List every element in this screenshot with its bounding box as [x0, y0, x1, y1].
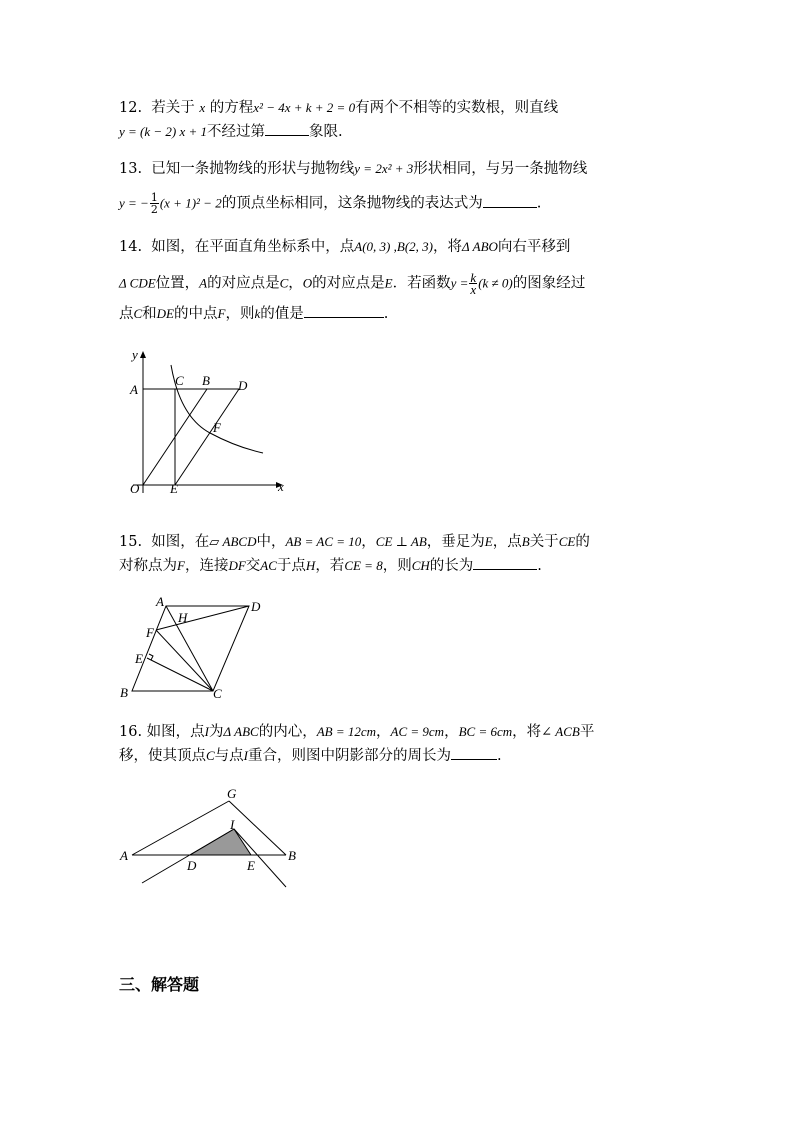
q14-var: k: [254, 306, 261, 321]
label-y: y: [132, 347, 138, 362]
label-A: A: [156, 594, 164, 609]
q14-text: ，将: [432, 239, 462, 255]
q14-text: .: [383, 306, 389, 322]
question-16-line2: [119, 745, 502, 766]
q14-text: 和: [142, 306, 157, 322]
q16-text: ，: [444, 724, 459, 740]
q13-equation: y = −: [119, 195, 149, 211]
question-13: [119, 159, 587, 179]
label-B: B: [202, 373, 210, 388]
fraction-numerator: 1: [150, 191, 158, 204]
q16-text: 移，使其顶点: [119, 748, 206, 764]
q14-text: 位置，: [155, 275, 200, 292]
q14-triangle: Δ ABO: [461, 239, 498, 254]
label-C: C: [175, 373, 184, 388]
label-A: A: [120, 848, 128, 863]
q13-equation: y = 2x² + 3: [354, 161, 414, 176]
segment-CE: [147, 658, 213, 691]
q15-var: B: [521, 534, 530, 549]
q14-text: 向右平移到: [497, 239, 571, 255]
question-12-line2: [119, 121, 343, 142]
q12-text: 若关于: [151, 100, 195, 116]
q13-text: 形状相同，与另一条抛物线: [413, 161, 588, 177]
q13-text: 已知一条抛物线的形状与抛物线: [151, 161, 355, 177]
label-G: G: [227, 786, 237, 801]
q15-text: ，则: [382, 558, 412, 574]
q14-var: DE: [156, 306, 175, 321]
question-14-line3: [119, 303, 388, 324]
q14-text: 的图象经过: [512, 275, 586, 292]
q16-condition: AB = 12cm: [316, 724, 377, 739]
q14-condition: (k ≠ 0): [478, 275, 513, 291]
q14-number: 14.: [119, 239, 143, 255]
label-E: E: [170, 481, 178, 496]
question-14-line2: [119, 272, 585, 295]
label-D: D: [238, 378, 248, 393]
answer-blank[interactable]: [473, 555, 537, 570]
q16-angle: ∠ ACB: [541, 724, 580, 739]
q15-var: DF: [228, 558, 246, 573]
question-14: [119, 237, 570, 257]
q12-text: 象限.: [309, 124, 343, 140]
label-E: E: [247, 858, 255, 873]
q16-var: I: [243, 748, 249, 763]
q13-text: .: [536, 195, 542, 212]
q14-var: C: [279, 275, 289, 291]
q12-line-equation: y = (k − 2) x + 1: [119, 124, 208, 139]
q15-condition: CE = 8: [344, 558, 383, 573]
q16-condition: BC = 6cm: [458, 724, 513, 739]
label-D: D: [187, 858, 197, 873]
answer-blank[interactable]: [451, 745, 497, 760]
q16-text: 平: [579, 724, 595, 740]
q15-text: 如图，在: [151, 534, 210, 550]
q14-text: ，则: [225, 306, 255, 322]
fraction-denominator: x: [470, 282, 477, 297]
label-F: F: [146, 625, 154, 640]
q14-var: A: [199, 275, 208, 291]
label-O: O: [130, 481, 140, 496]
q15-text: ，点: [492, 534, 522, 550]
q13-number: 13.: [119, 161, 143, 177]
q16-condition: AC = 9cm: [390, 724, 445, 739]
fraction: [469, 272, 477, 295]
q12-number: 12.: [119, 100, 143, 116]
q15-var: F: [177, 558, 185, 573]
q14-text: 点: [119, 306, 134, 322]
q15-text: .: [537, 558, 542, 574]
q15-condition: CE ⊥ AB: [375, 534, 427, 549]
q15-var: CH: [411, 558, 430, 573]
q14-text: 的中点: [174, 306, 218, 322]
fraction-denominator: 2: [150, 203, 158, 216]
q12-equation: x² − 4x + k + 2 = 0: [253, 100, 356, 115]
label-I: I: [230, 817, 235, 832]
q16-text: .: [497, 748, 502, 764]
segment-DF: [156, 606, 249, 630]
q14-function: y =: [450, 275, 469, 291]
label-H: H: [178, 610, 188, 625]
q15-text: 的长为: [429, 558, 474, 574]
label-C: C: [213, 686, 222, 701]
question-13-line2: [119, 192, 541, 215]
figure-15: [116, 594, 276, 704]
q15-text: 对称点为: [119, 558, 177, 574]
q15-text: 关于: [529, 534, 559, 550]
section-heading: 三、解答题: [119, 975, 200, 994]
label-B: B: [120, 685, 128, 700]
line-through-D: [142, 829, 234, 883]
q16-text: 与点: [214, 748, 244, 764]
q15-text: ，若: [315, 558, 345, 574]
q14-text: ．若函数: [392, 275, 451, 292]
q13-equation: (x + 1)² − 2: [159, 195, 222, 211]
shaded-triangle: [190, 829, 251, 855]
q14-text: 的对应点是: [312, 275, 385, 292]
label-A: A: [130, 382, 138, 397]
q13-text: 的顶点坐标相同，这条抛物线的表达式为: [221, 195, 483, 212]
q16-var: C: [206, 748, 215, 763]
label-F: F: [213, 420, 221, 435]
q16-text: 重合，则图中阴影部分的周长为: [248, 748, 452, 764]
q14-triangle: Δ CDE: [119, 275, 156, 291]
label-D: D: [251, 599, 261, 614]
q14-text: 的值是: [260, 306, 304, 322]
q15-text: 交: [245, 558, 261, 574]
q15-text: 中，: [256, 534, 286, 550]
label-E: E: [135, 651, 143, 666]
q16-text: 为: [209, 724, 224, 740]
q14-text: 如图，在平面直角坐标系中，点: [151, 239, 355, 255]
q15-var: CE: [558, 534, 576, 549]
q14-text: ，: [288, 275, 303, 292]
q14-points: A(0, 3) ,B(2, 3): [354, 239, 433, 254]
parallelogram-ABCD: [132, 606, 249, 691]
fraction-numerator: k: [470, 270, 477, 285]
answer-blank[interactable]: [483, 193, 537, 208]
q12-var: x: [199, 100, 206, 115]
q15-var: AC: [260, 558, 277, 573]
label-B: B: [288, 848, 296, 863]
question-15-line2: [119, 555, 542, 576]
q15-text: 于点: [276, 558, 306, 574]
q12-text: 不经过第: [207, 124, 266, 140]
q15-text: 的: [575, 534, 590, 550]
answer-blank[interactable]: [304, 303, 384, 318]
fraction: [150, 192, 159, 215]
q16-text: 如图，点: [146, 724, 205, 740]
figure-16: [116, 784, 316, 894]
q16-number: 16.: [119, 724, 143, 740]
q14-var: C: [133, 306, 143, 321]
q16-triangle: Δ ABC: [223, 724, 259, 739]
q16-var: I: [204, 724, 210, 739]
q15-text: ，连接: [184, 558, 229, 574]
question-12: [119, 98, 558, 118]
q15-condition: AB = AC = 10: [285, 534, 362, 549]
q15-var: H: [305, 558, 316, 573]
hyperbola-curve: [171, 365, 263, 453]
q16-text: ，将: [512, 724, 542, 740]
question-15: [119, 532, 590, 552]
q15-var: E: [484, 534, 493, 549]
q15-text: ，垂足为: [426, 534, 485, 550]
q12-text: 有两个不相等的实数根，则直线: [355, 100, 559, 116]
q15-number: 15.: [119, 534, 143, 550]
q16-text: ，: [376, 724, 391, 740]
q12-text: 的方程: [209, 100, 254, 116]
q14-var: O: [302, 275, 313, 291]
figure-14: [118, 345, 298, 505]
q15-text: ，: [361, 534, 376, 550]
y-axis-arrow: [140, 351, 146, 358]
question-16: [119, 722, 594, 742]
q15-parallelogram: ▱ ABCD: [209, 534, 257, 549]
line-through-E: [234, 829, 286, 887]
q14-text: 的对应点是: [207, 275, 280, 292]
answer-blank[interactable]: [265, 121, 309, 136]
q16-text: 的内心，: [258, 724, 317, 740]
label-x: x: [278, 479, 284, 494]
q14-var: F: [217, 306, 226, 321]
q14-var: E: [384, 275, 393, 291]
segment-ED: [175, 389, 239, 485]
